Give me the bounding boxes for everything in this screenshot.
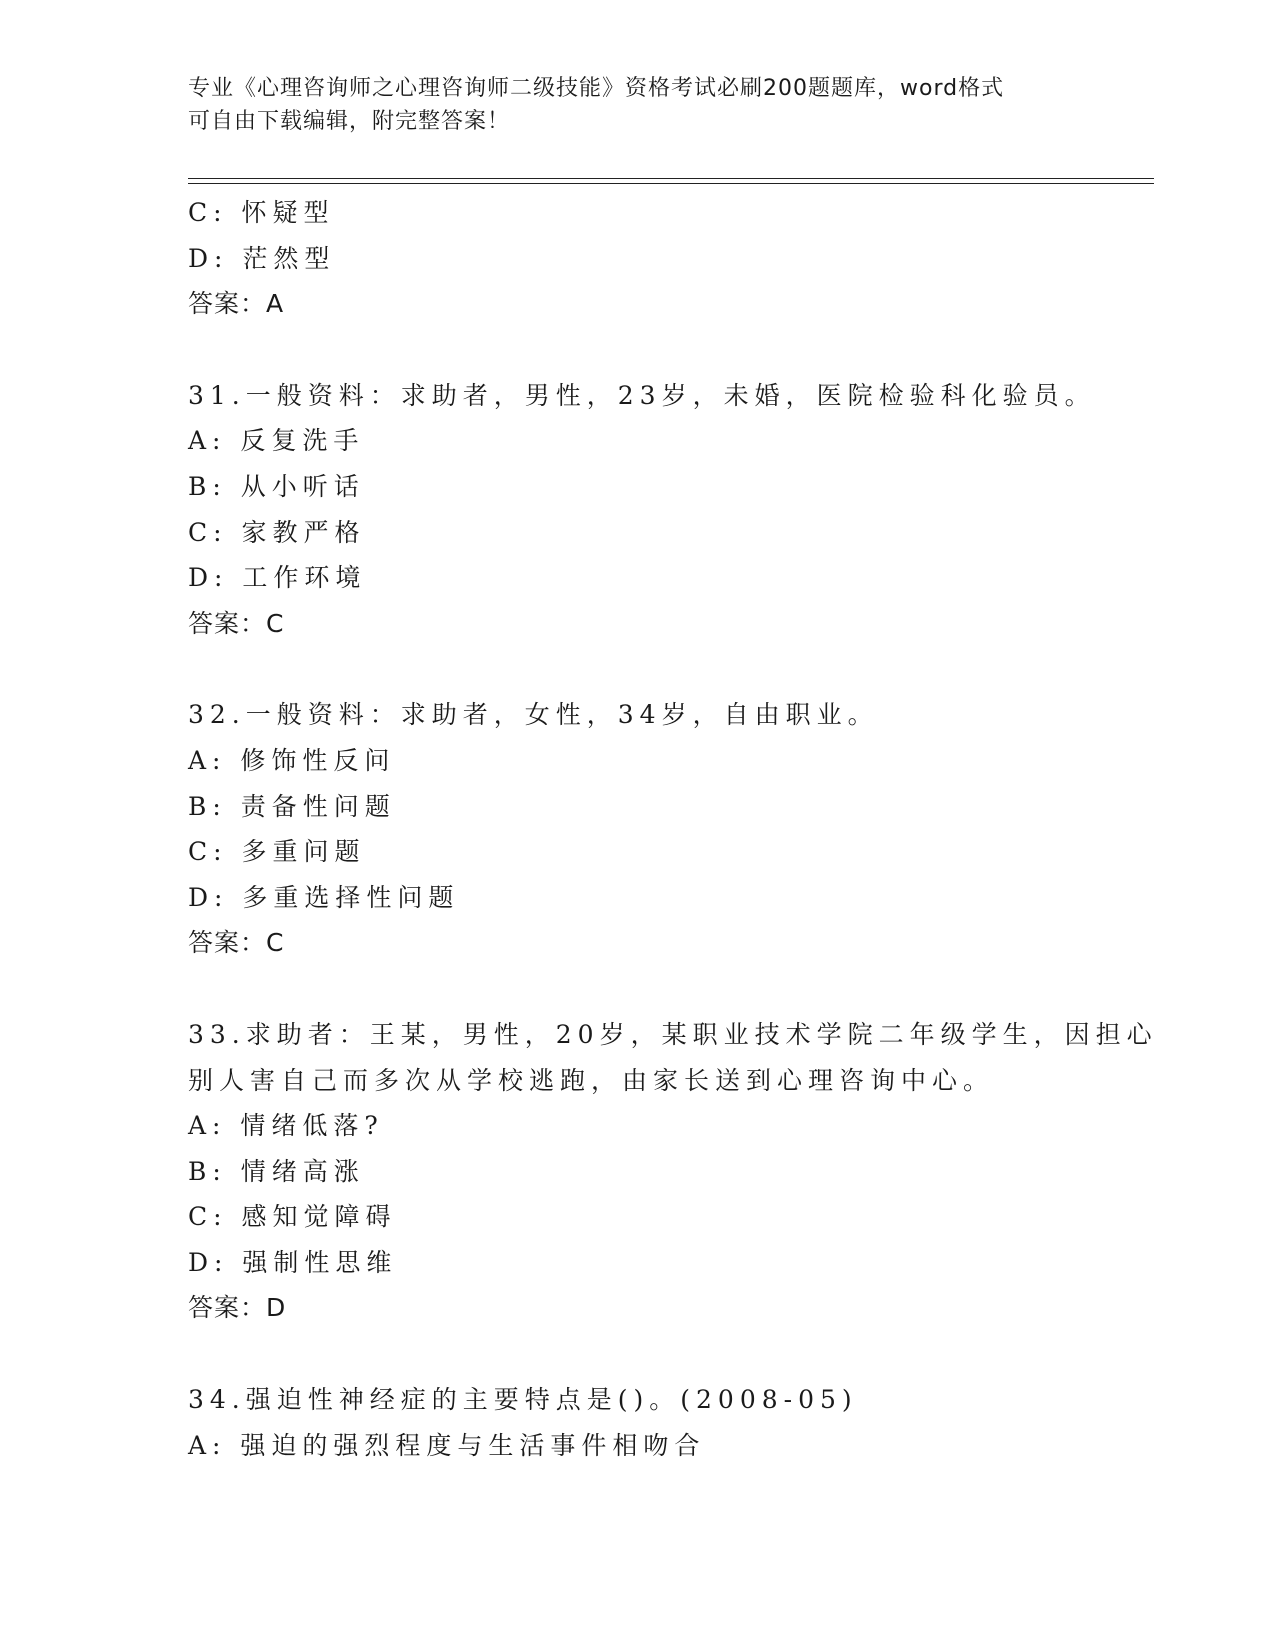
- option-a: A: 强迫的强烈程度与生活事件相吻合: [188, 1430, 706, 1460]
- question-stem: 34.强迫性神经症的主要特点是()。(2008-05): [188, 1385, 858, 1415]
- answer-line: 答案：C: [188, 608, 285, 638]
- spacer: [188, 1331, 1168, 1377]
- answer-line: 答案：A: [188, 289, 285, 319]
- question-33: [188, 1012, 1168, 1331]
- spacer: [188, 327, 1168, 373]
- header-title-line-1: 专业《心理咨询师之心理咨询师二级技能》资格考试必刷200题题库，word格式: [188, 76, 1005, 101]
- option-d: D: 强制性思维: [188, 1247, 398, 1277]
- answer-line: 答案：D: [188, 1293, 287, 1323]
- question-32: [188, 692, 1168, 966]
- answer-line: 答案：C: [188, 928, 285, 958]
- question-stem-line-1: 33.求助者：王某，男性，20岁，某职业技术学院二年级学生，因担心: [188, 1019, 1158, 1049]
- option-a: A: 反复洗手: [188, 426, 365, 456]
- option-c: C: 感知觉障碍: [188, 1202, 397, 1232]
- header-title-line-2: 可自由下载编辑，附完整答案！: [188, 109, 511, 134]
- header-divider-top: [188, 178, 1154, 179]
- question-fragment-30: [188, 190, 1168, 327]
- option-c: C: 怀疑型: [188, 198, 335, 227]
- option-b: B: 情绪高涨: [188, 1156, 365, 1186]
- option-d: D: 茫然型: [188, 243, 336, 273]
- header-divider-bottom: [188, 183, 1154, 184]
- option-c: C: 家教严格: [188, 517, 366, 547]
- question-34: [188, 1377, 1168, 1468]
- question-list: [188, 190, 1168, 1468]
- option-b: B: 责备性问题: [188, 791, 396, 821]
- spacer: [188, 646, 1168, 692]
- question-stem: 32.一般资料：求助者，女性，34岁，自由职业。: [188, 700, 879, 730]
- question-31: [188, 373, 1168, 647]
- option-b: B: 从小听话: [188, 471, 365, 501]
- option-d: D: 工作环境: [188, 563, 367, 593]
- option-a: A: 情绪低落?: [188, 1111, 384, 1141]
- document-header: [188, 72, 1088, 138]
- question-stem-line-2: 别人害自己而多次从学校逃跑，由家长送到心理咨询中心。: [188, 1065, 995, 1095]
- option-a: A: 修饰性反问: [188, 745, 396, 775]
- option-c: C: 多重问题: [188, 837, 366, 867]
- option-d: D: 多重选择性问题: [188, 882, 460, 912]
- spacer: [188, 966, 1168, 1012]
- question-stem: 31.一般资料：求助者，男性，23岁，未婚，医院检验科化验员。: [188, 380, 1096, 410]
